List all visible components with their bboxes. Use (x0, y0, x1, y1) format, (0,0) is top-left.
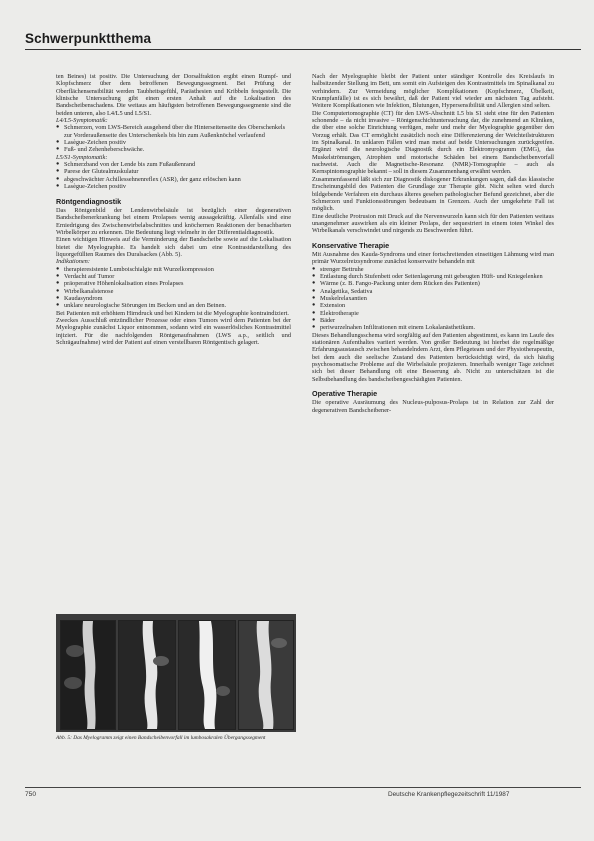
operativ-heading: Operative Therapie (312, 389, 378, 399)
list-item: ● Schmerzband von der Lende bis zum Fußaußenrand (64, 161, 291, 168)
summary-paragraph: Zusammenfassend läßt sich zur Diagnostik diskogener Erkrankungen sagen, daß das klassische Erscheinungsbild des Patienten die Grundlage zur Therapie gibt. Nicht selten wird durch bildgebende Verfahren ein durchaus älteres gesehen pathologischer Befund gezeichnet, aber die Schmerzen und Funktionsstörungen bedeutsam in Grenzen. Auch der umgekehrte Fall ist möglich. (312, 175, 554, 213)
roentgen-heading: Röntgendiagnostik (56, 196, 122, 206)
list-item: ● Entlastung durch Stufenbett oder Seitenlagerung mit gebeugten Hüft- und Kniegelenken (320, 273, 554, 280)
journal-footer: Deutsche Krankenpflegezeitschrift 11/1987 (388, 791, 510, 798)
list-item: ● Wärme (z. B. Fango-Packung unter dem Rücken des Patienten) (320, 280, 554, 287)
list-item: ● Wirbelkanalstenose (64, 288, 291, 295)
figure-caption: Abb. 5: Das Myelogramm zeigt einen Bandscheibenvorfall im lumbosakralen Übergangssegment (56, 735, 266, 741)
left-column (56, 73, 291, 346)
list-item: ● periwurzelnahen Infiltrationen mit einem Lokalanästhetikum. (320, 324, 554, 331)
roentgen-paragraph: Das Röntgenbild der Lendenwirbelsäule ist bezüglich einer degenerativen Bandscheibenerkrankung bei einem Prolapses wenig aussagekräftig. Allenfalls sind eine Erniedrigung des Zwischenwirbelabschnittes und knöchernen Reaktionen der benachbarten Wirbelkörper zu erkennen. Die Bedeutung liegt vielmehr in der Differentialdiagnostik. (56, 206, 291, 236)
header-rule (25, 49, 581, 50)
indications-list (56, 266, 291, 310)
l4l5-heading: L4/L5-Symptomatik: (56, 117, 108, 125)
list-item: ● Analgetika, Sedativa (320, 288, 554, 295)
list-item: ● Extension (320, 302, 554, 309)
l4l5-list (56, 124, 291, 153)
footer-rule (25, 787, 581, 788)
list-item: ● Bäder (320, 317, 554, 324)
list-item: ● Schmerzen, vom LWS-Bereich ausgehend über die Hinterseitenseite des Oberschenkels zur Vorderaußenseite des Unterschenkels bis hin zum Außenknöchel verlaufend (64, 124, 291, 139)
xray-image (178, 620, 236, 730)
l5s1-list (56, 161, 291, 190)
list-item: ● Muskelrelaxantien (320, 295, 554, 302)
list-item: ● Lasègue-Zeichen positiv (64, 139, 291, 146)
list-item: ● strenger Bettruhe (320, 266, 554, 273)
konservativ-heading: Konservative Therapie (312, 240, 390, 250)
list-item: ● Kaudasyndrom (64, 295, 291, 302)
list-item: ● Elektrotherapie (320, 310, 554, 317)
treatment-scheme-paragraph: Dieses Behandlungsschema wird sorgfältig auf den Patienten abgestimmt, es kann im Laufe des stationären Aufenthaltes variiert werden. Von großer Bedeutung ist hierbei die regelmäßige Erfahrungsaustausch zwischen behandelndem Arzt, dem Pflegeteam und der Physiotherapeutin, bei dem auch die seelische Zustand des Patienten berücksichtigt wird, da sich häufig psychosomatische Probleme auf die Wirbelsäule projizieren. Innerhalb weniger Tage zeichnet sich bei dieser Behandlung oft eine Besserung ab. Nicht zu unterschätzen ist die Selbstbehandlung des bandscheibengeschädigten Patienten. (312, 331, 554, 383)
list-item: ● Fuß- und Zehenheberschwäche. (64, 146, 291, 153)
list-item: ● therapieresistente Lumboischialgie mit Wurzelkompression (64, 266, 291, 273)
myelography-paragraph: Einen wichtigen Hinweis auf die Verminderung der Bandscheibe sowie auf die Lokalisation bietet die Myelographie. Es handelt sich dabei um eine Kontrastdarstellung des liquorgefüllten Raumes des Duralsackes (Abb. 5). (56, 236, 291, 258)
list-item: ● Verdacht auf Tumor (64, 273, 291, 280)
indications-heading: Indikationen: (56, 258, 90, 266)
right-column (312, 73, 554, 414)
l5s1-heading: L5/S1-Symptomatik: (56, 153, 108, 161)
operativ-paragraph: Die operative Ausräumung des Nucleus-pulposus-Prolaps ist in Relation zur Zahl der degenerativen Bandscheibener- (312, 399, 554, 414)
list-item: ● Lasègue-Zeichen positiv (64, 183, 291, 190)
xray-image (60, 620, 116, 730)
therapy-list (312, 266, 554, 332)
list-item: ● abgeschwächter Achillessehnenreflex (ASR), der ganz erlöschen kann (64, 176, 291, 183)
protrusion-paragraph: Eine deutliche Protrusion mit Druck auf die Nervenwurzeln kann sich für den Patienten weitaus unangenehmer auswirken als ein kleiner Prolaps, der sequestriert in einem toten Winkel des Wirbelkanals verschwindet und nirgends zu Beschwerden führt. (312, 212, 554, 235)
myelogram-figure (56, 614, 296, 732)
list-item: ● präoperative Höhenlokalisation eines Prolapses (64, 280, 291, 287)
section-title: Schwerpunktthema (25, 31, 152, 46)
right-intro-paragraph: Nach der Myelographie bleibt der Patient unter ständiger Kontrolle des Kreislaufs in halbsitzender Stellung im Bett, um somit ein Aufsteigen des Kontrastmittels im Spinalkanal zu verhindern. Zur Vermeidung möglicher Komplikationen (Kopfschmerz, Übelkeit, Krampfanfälle) ist es sich bewährt, daß der Patient viel wieder am nächsten Tag aufsteht. Weitere Komplikationen wie Infektion, Blutungen, Hypersensibilität und Allergien sind selten. (312, 73, 554, 110)
left-intro-paragraph: ten Beines) ist positiv. Die Untersuchung der Dorsalfraktion ergibt einen Rumpf- und Klopfschmerz über dem betroffenen Bewegungssegment. Bei Prüfung der Oberflächensensibilität werden Taubheitsgefühl, Parästhesien und Kribbeln festgestellt. Die klinische Untersuchung gibt einen ersten Anhalt auf die Lokalisation des Bandscheibenschadens. Die weitaus am häufigsten betroffenen Bewegungssegmente sind die beiden unteren, also L4/L5 und L5/S1. (56, 73, 291, 117)
list-item: ● Parese der Glutealmuskulatur (64, 168, 291, 175)
procedure-paragraph: Zweckes Ausschluß entzündlicher Prozesse oder eines Tumors wird dem Patienten bei der Myelographie zunächst Liquor entnommen, sodann wird ein wasserlösliches Kontrastmittel injiziert. Für die nachfolgenden Röntgenaufnahmen (LWS a.p., seitlich und Schrägaufnahme) wird der Patient auf einen verstellbaren Röntgentisch gelagert. (56, 317, 291, 347)
konservativ-paragraph: Mit Ausnahme des Kauda-Syndroms und einer fortschreitenden einseitigen Lähmung wird man primär Wurzelreizsyndrome zunächst konservativ behandeln mit (312, 250, 554, 266)
contraindication-paragraph: Bei Patienten mit erhöhtem Hirndruck und bei Kindern ist die Myelographie kontraindiziert. (56, 309, 289, 317)
list-item: ● unklare neurologische Störungen im Becken und an den Beinen. (64, 302, 291, 309)
ct-paragraph: Die Computertomographie (CT) für den LWS-Abschnitt L5 bis S1 steht eine für den Patienten schonende – da nicht invasive – Röntgenschichtuntersuchung dar, die zunehmend an Kliniken, die über eine solche Einrichtung verfügen, mehr und mehr der Myelographie gegenüber den Vorzug erhält. Das CT ermöglicht zusätzlich noch eine Differenzierung der Weichteilstrukturen im Spinalkanal. In unklaren Fällen wird man meist auf beide Untersuchungen zurückgreifen. Ergänzt wird die neurologische Diagnostik durch ein Elektromyogramm (EMG), das Muskelströmungen, Atrophien und motorische Schäden bei einem Bandscheibenvorfall nachweist. Auch die Magnetische-Resonanz (NMR)-Tomographie – auch als Kernspintomographie bekannt – soll in diesem Zusammenhang erwähnt werden. (312, 109, 554, 176)
xray-image (238, 620, 294, 730)
page-number: 750 (25, 791, 37, 798)
xray-image (118, 620, 176, 730)
